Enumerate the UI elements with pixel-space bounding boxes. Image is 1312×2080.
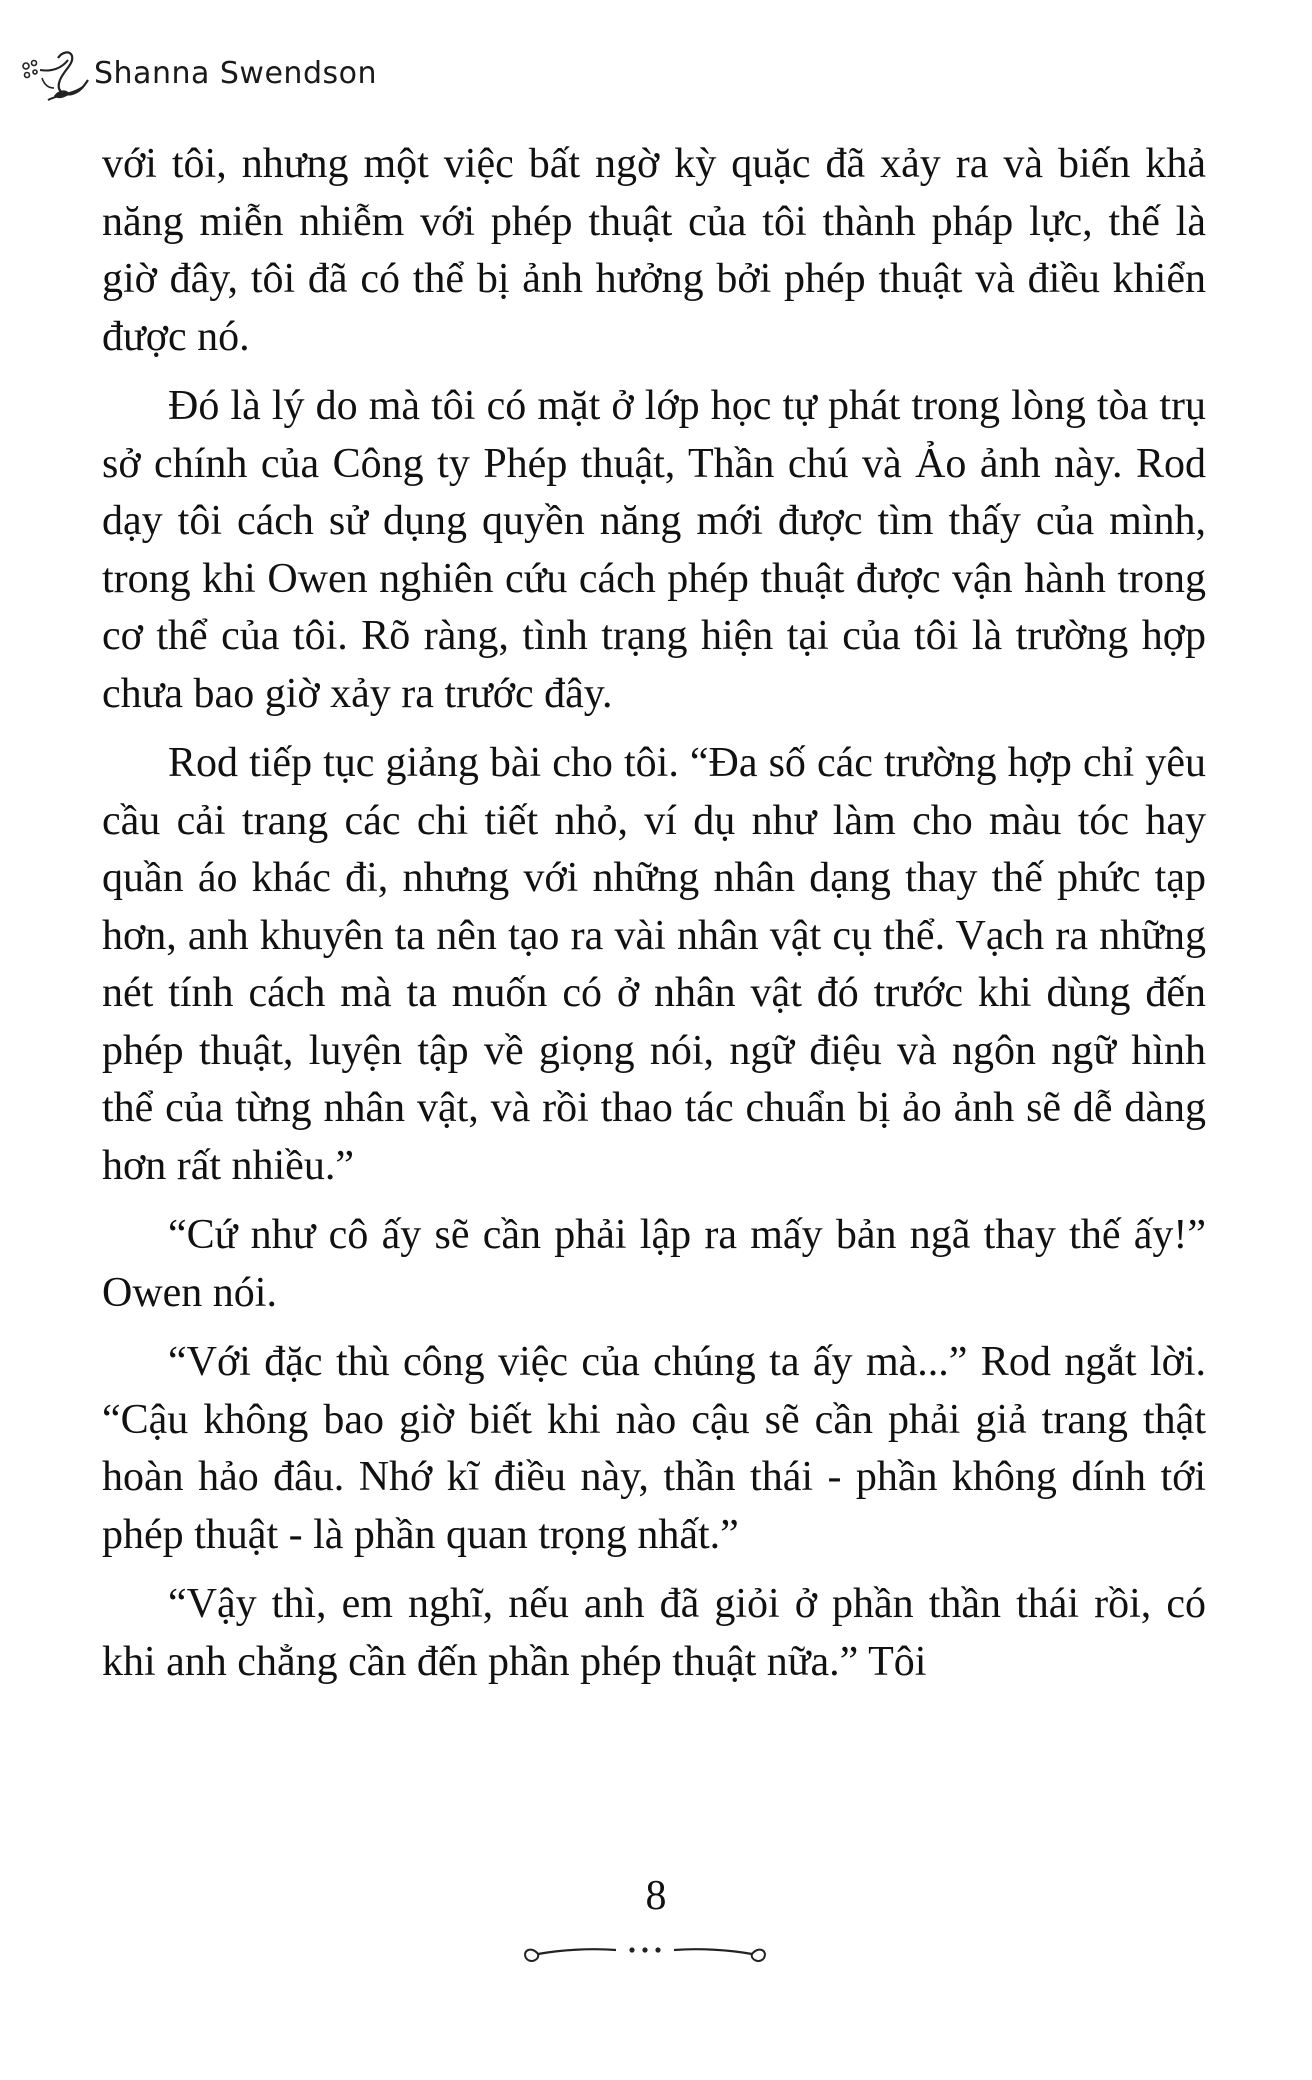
paragraph: Rod tiếp tục giảng bài cho tôi. “Đa số các trường hợp chỉ yêu cầu cải trang các chi tiết nhỏ, ví dụ như làm cho màu tóc hay quần áo khác đi, nhưng với những nhân dạng thay thế phức tạp hơn, anh khuyên ta nên tạo ra vài nhân vật cụ thể. Vạch ra những nét tính cách mà ta muốn có ở nhân vật đó trước khi dùng đến phép thuật, luyện tập về giọng nói, ngữ điệu và ngôn ngữ hình thể của từng nhân vật, và rồi thao tác chuẩn bị ảo ảnh sẽ dễ dàng hơn rất nhiều.” [102, 740, 1206, 1189]
paragraph: Đó là lý do mà tôi có mặt ở lớp học tự phát trong lòng tòa trụ sở chính của Công ty Phép thuật, Thần chú và Ảo ảnh này. Rod dạy tôi cách sử dụng quyền năng mới được tìm thấy của mình, trong khi Owen nghiên cứu cách phép thuật được vận hành trong cơ thể của tôi. Rõ ràng, tình trạng hiện tại của tôi là trường hợp chưa bao giờ xảy ra trước đây. [102, 383, 1206, 717]
paragraph: “Với đặc thù công việc của chúng ta ấy mà...” Rod ngắt lời. “Cậu không bao giờ biết khi nào cậu sẽ cần phải giả trang thật hoàn hảo đâu. Nhớ kĩ điều này, thần thái - phần không dính tới phép thuật - là phần quan trọng nhất.” [102, 1339, 1206, 1558]
paragraph: “Vậy thì, em nghĩ, nếu anh đã giỏi ở phần thần thái rồi, có khi anh chẳng cần đến phần phép thuật nữa.” Tôi [102, 1581, 1206, 1685]
body-text [102, 136, 1206, 1703]
paragraph: với tôi, nhưng một việc bất ngờ kỳ quặc đã xảy ra và biến khả năng miễn nhiễm với phép thuật của tôi thành pháp lực, thế là giờ đây, tôi đã có thể bị ảnh hưởng bởi phép thuật và điều khiển được nó. [102, 141, 1206, 360]
page-footer [0, 1872, 1312, 2012]
paragraph: “Cứ như cô ấy sẽ cần phải lập ra mấy bản ngã thay thế ấy!” Owen nói. [102, 1212, 1206, 1316]
header-author: Shanna Swendson [94, 56, 377, 91]
scroll-flourish-icon [520, 1934, 770, 1974]
page-number: 8 [645, 1873, 667, 1919]
running-header [18, 50, 438, 130]
